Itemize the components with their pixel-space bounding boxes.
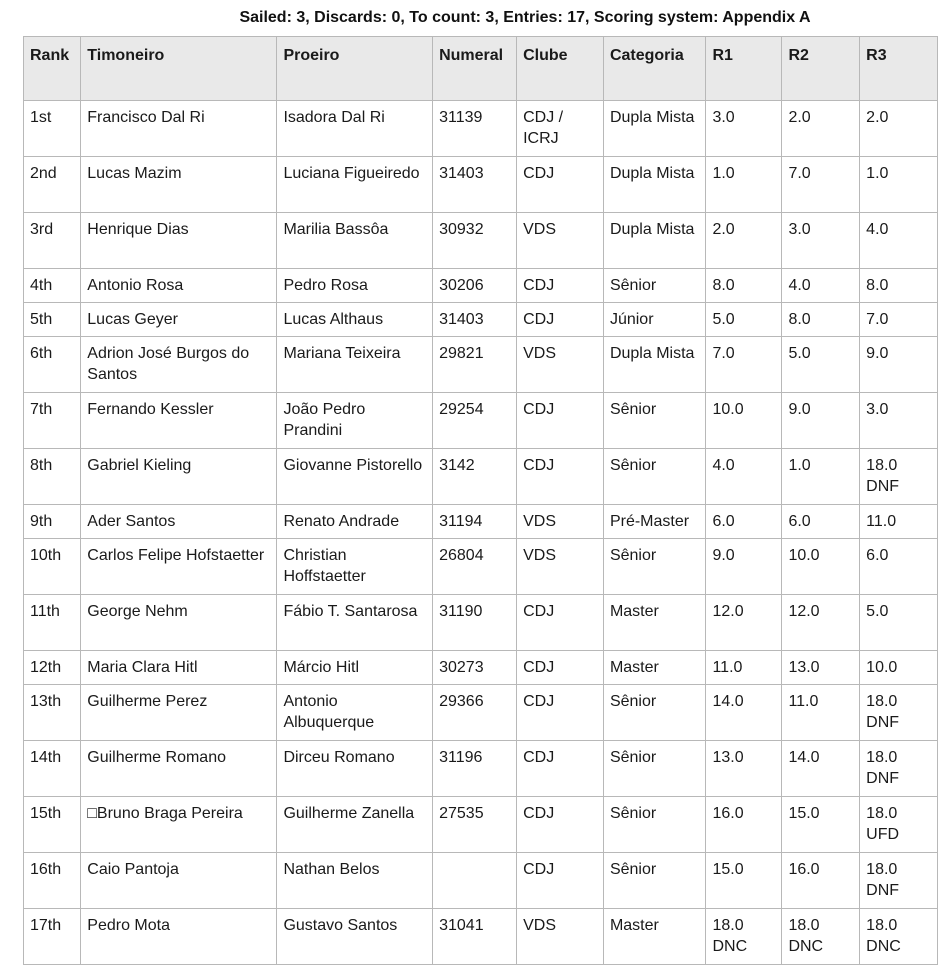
cell-r1: 12.0 xyxy=(706,595,782,651)
cell-timoneiro: Henrique Dias xyxy=(81,213,277,269)
cell-numeral: 31190 xyxy=(433,595,517,651)
cell-r1: 11.0 xyxy=(706,651,782,685)
cell-proeiro: Gustavo Santos xyxy=(277,909,433,965)
cell-timoneiro: Ader Santos xyxy=(81,505,277,539)
cell-r2: 13.0 xyxy=(782,651,860,685)
cell-categoria: Pré-Master xyxy=(603,505,706,539)
cell-proeiro: Nathan Belos xyxy=(277,853,433,909)
cell-r3: 18.0 DNF xyxy=(860,685,938,741)
cell-clube: CDJ xyxy=(517,157,604,213)
cell-r3: 7.0 xyxy=(860,303,938,337)
table-row xyxy=(24,741,938,797)
table-row xyxy=(24,449,938,505)
cell-rank: 16th xyxy=(24,853,81,909)
cell-numeral: 31041 xyxy=(433,909,517,965)
cell-r1: 16.0 xyxy=(706,797,782,853)
cell-r3: 10.0 xyxy=(860,651,938,685)
table-row xyxy=(24,685,938,741)
cell-clube: VDS xyxy=(517,909,604,965)
cell-r3: 11.0 xyxy=(860,505,938,539)
cell-proeiro: Márcio Hitl xyxy=(277,651,433,685)
cell-categoria: Dupla Mista xyxy=(603,337,706,393)
cell-r3: 5.0 xyxy=(860,595,938,651)
cell-r1: 4.0 xyxy=(706,449,782,505)
cell-categoria: Sênior xyxy=(603,853,706,909)
cell-timoneiro: □Bruno Braga Pereira xyxy=(81,797,277,853)
cell-numeral: 29254 xyxy=(433,393,517,449)
cell-rank: 1st xyxy=(24,101,81,157)
cell-categoria: Dupla Mista xyxy=(603,213,706,269)
cell-r3: 3.0 xyxy=(860,393,938,449)
cell-r1: 1.0 xyxy=(706,157,782,213)
cell-rank: 13th xyxy=(24,685,81,741)
cell-r2: 14.0 xyxy=(782,741,860,797)
cell-r3: 18.0 UFD xyxy=(860,797,938,853)
cell-numeral: 26804 xyxy=(433,539,517,595)
cell-r2: 16.0 xyxy=(782,853,860,909)
cell-r2: 15.0 xyxy=(782,797,860,853)
cell-clube: CDJ xyxy=(517,269,604,303)
cell-r3: 18.0 DNF xyxy=(860,741,938,797)
cell-r3: 4.0 xyxy=(860,213,938,269)
cell-r2: 18.0 DNC xyxy=(782,909,860,965)
cell-numeral: 30932 xyxy=(433,213,517,269)
cell-timoneiro: Lucas Geyer xyxy=(81,303,277,337)
cell-categoria: Sênior xyxy=(603,269,706,303)
cell-r1: 18.0 DNC xyxy=(706,909,782,965)
cell-categoria: Sênior xyxy=(603,685,706,741)
cell-proeiro: Pedro Rosa xyxy=(277,269,433,303)
header-clube: Clube xyxy=(517,37,604,101)
cell-clube: CDJ xyxy=(517,303,604,337)
cell-timoneiro: Pedro Mota xyxy=(81,909,277,965)
cell-numeral: 30273 xyxy=(433,651,517,685)
cell-numeral: 3142 xyxy=(433,449,517,505)
header-row xyxy=(24,37,938,101)
cell-rank: 12th xyxy=(24,651,81,685)
table-row xyxy=(24,157,938,213)
header-categoria: Categoria xyxy=(603,37,706,101)
cell-categoria: Sênior xyxy=(603,797,706,853)
cell-numeral: 27535 xyxy=(433,797,517,853)
cell-rank: 10th xyxy=(24,539,81,595)
cell-clube: VDS xyxy=(517,505,604,539)
cell-proeiro: Isadora Dal Ri xyxy=(277,101,433,157)
cell-numeral: 31403 xyxy=(433,303,517,337)
cell-r2: 12.0 xyxy=(782,595,860,651)
cell-rank: 17th xyxy=(24,909,81,965)
cell-r2: 4.0 xyxy=(782,269,860,303)
cell-timoneiro: Adrion José Burgos do Santos xyxy=(81,337,277,393)
cell-rank: 2nd xyxy=(24,157,81,213)
cell-proeiro: Mariana Teixeira xyxy=(277,337,433,393)
cell-timoneiro: Lucas Mazim xyxy=(81,157,277,213)
cell-proeiro: João Pedro Prandini xyxy=(277,393,433,449)
cell-clube: CDJ xyxy=(517,685,604,741)
cell-r3: 18.0 DNF xyxy=(860,449,938,505)
cell-clube: CDJ / ICRJ xyxy=(517,101,604,157)
table-row xyxy=(24,213,938,269)
cell-r3: 18.0 DNC xyxy=(860,909,938,965)
cell-numeral: 31196 xyxy=(433,741,517,797)
cell-categoria: Sênior xyxy=(603,741,706,797)
cell-rank: 8th xyxy=(24,449,81,505)
cell-numeral: 31403 xyxy=(433,157,517,213)
cell-r2: 2.0 xyxy=(782,101,860,157)
cell-rank: 11th xyxy=(24,595,81,651)
cell-r3: 6.0 xyxy=(860,539,938,595)
cell-r2: 1.0 xyxy=(782,449,860,505)
table-row xyxy=(24,853,938,909)
cell-proeiro: Guilherme Zanella xyxy=(277,797,433,853)
cell-r2: 7.0 xyxy=(782,157,860,213)
cell-numeral: 29366 xyxy=(433,685,517,741)
cell-clube: CDJ xyxy=(517,449,604,505)
cell-r1: 10.0 xyxy=(706,393,782,449)
cell-numeral: 31194 xyxy=(433,505,517,539)
cell-timoneiro: George Nehm xyxy=(81,595,277,651)
cell-categoria: Sênior xyxy=(603,449,706,505)
cell-r1: 2.0 xyxy=(706,213,782,269)
table-row xyxy=(24,539,938,595)
cell-proeiro: Fábio T. Santarosa xyxy=(277,595,433,651)
cell-r2: 6.0 xyxy=(782,505,860,539)
table-row xyxy=(24,651,938,685)
cell-r2: 11.0 xyxy=(782,685,860,741)
cell-r1: 13.0 xyxy=(706,741,782,797)
cell-proeiro: Renato Andrade xyxy=(277,505,433,539)
cell-proeiro: Lucas Althaus xyxy=(277,303,433,337)
cell-r1: 8.0 xyxy=(706,269,782,303)
cell-categoria: Sênior xyxy=(603,393,706,449)
cell-numeral: 31139 xyxy=(433,101,517,157)
cell-numeral: 29821 xyxy=(433,337,517,393)
header-numeral: Numeral xyxy=(433,37,517,101)
cell-clube: CDJ xyxy=(517,595,604,651)
cell-rank: 5th xyxy=(24,303,81,337)
table-row xyxy=(24,269,938,303)
cell-r2: 9.0 xyxy=(782,393,860,449)
table-row xyxy=(24,337,938,393)
cell-r2: 5.0 xyxy=(782,337,860,393)
cell-clube: VDS xyxy=(517,213,604,269)
cell-r1: 14.0 xyxy=(706,685,782,741)
cell-r1: 3.0 xyxy=(706,101,782,157)
header-r3: R3 xyxy=(860,37,938,101)
cell-r1: 9.0 xyxy=(706,539,782,595)
cell-rank: 4th xyxy=(24,269,81,303)
cell-timoneiro: Fernando Kessler xyxy=(81,393,277,449)
cell-r3: 8.0 xyxy=(860,269,938,303)
cell-r3: 1.0 xyxy=(860,157,938,213)
cell-numeral xyxy=(433,853,517,909)
cell-proeiro: Antonio Albuquerque xyxy=(277,685,433,741)
cell-clube: VDS xyxy=(517,539,604,595)
cell-timoneiro: Guilherme Romano xyxy=(81,741,277,797)
scoring-summary: Sailed: 3, Discards: 0, To count: 3, Entries: 17, Scoring system: Appendix A xyxy=(239,9,811,26)
cell-r3: 18.0 DNF xyxy=(860,853,938,909)
cell-timoneiro: Francisco Dal Ri xyxy=(81,101,277,157)
header-r2: R2 xyxy=(782,37,860,101)
cell-timoneiro: Maria Clara Hitl xyxy=(81,651,277,685)
results-table xyxy=(23,36,938,965)
cell-rank: 3rd xyxy=(24,213,81,269)
cell-r2: 3.0 xyxy=(782,213,860,269)
cell-categoria: Dupla Mista xyxy=(603,157,706,213)
header-proeiro: Proeiro xyxy=(277,37,433,101)
cell-timoneiro: Guilherme Perez xyxy=(81,685,277,741)
cell-clube: CDJ xyxy=(517,393,604,449)
results-body xyxy=(24,101,938,965)
cell-r1: 5.0 xyxy=(706,303,782,337)
cell-timoneiro: Caio Pantoja xyxy=(81,853,277,909)
cell-categoria: Sênior xyxy=(603,539,706,595)
cell-r1: 7.0 xyxy=(706,337,782,393)
cell-proeiro: Christian Hoffstaetter xyxy=(277,539,433,595)
cell-r2: 10.0 xyxy=(782,539,860,595)
cell-proeiro: Giovanne Pistorello xyxy=(277,449,433,505)
cell-timoneiro: Carlos Felipe Hofstaetter xyxy=(81,539,277,595)
cell-rank: 14th xyxy=(24,741,81,797)
cell-r3: 2.0 xyxy=(860,101,938,157)
cell-categoria: Master xyxy=(603,651,706,685)
cell-categoria: Dupla Mista xyxy=(603,101,706,157)
cell-rank: 15th xyxy=(24,797,81,853)
cell-proeiro: Luciana Figueiredo xyxy=(277,157,433,213)
header-rank: Rank xyxy=(24,37,81,101)
cell-clube: CDJ xyxy=(517,651,604,685)
cell-clube: CDJ xyxy=(517,741,604,797)
cell-proeiro: Marilia Bassôa xyxy=(277,213,433,269)
cell-numeral: 30206 xyxy=(433,269,517,303)
cell-categoria: Júnior xyxy=(603,303,706,337)
cell-rank: 6th xyxy=(24,337,81,393)
header-timoneiro: Timoneiro xyxy=(81,37,277,101)
table-row xyxy=(24,303,938,337)
cell-rank: 9th xyxy=(24,505,81,539)
cell-clube: CDJ xyxy=(517,797,604,853)
cell-proeiro: Dirceu Romano xyxy=(277,741,433,797)
cell-timoneiro: Gabriel Kieling xyxy=(81,449,277,505)
header-r1: R1 xyxy=(706,37,782,101)
table-row xyxy=(24,909,938,965)
cell-categoria: Master xyxy=(603,595,706,651)
cell-r3: 9.0 xyxy=(860,337,938,393)
cell-r1: 15.0 xyxy=(706,853,782,909)
table-row xyxy=(24,595,938,651)
cell-clube: VDS xyxy=(517,337,604,393)
cell-r2: 8.0 xyxy=(782,303,860,337)
cell-r1: 6.0 xyxy=(706,505,782,539)
table-row xyxy=(24,101,938,157)
table-row xyxy=(24,505,938,539)
cell-rank: 7th xyxy=(24,393,81,449)
cell-timoneiro: Antonio Rosa xyxy=(81,269,277,303)
cell-categoria: Master xyxy=(603,909,706,965)
table-row xyxy=(24,393,938,449)
cell-clube: CDJ xyxy=(517,853,604,909)
table-row xyxy=(24,797,938,853)
